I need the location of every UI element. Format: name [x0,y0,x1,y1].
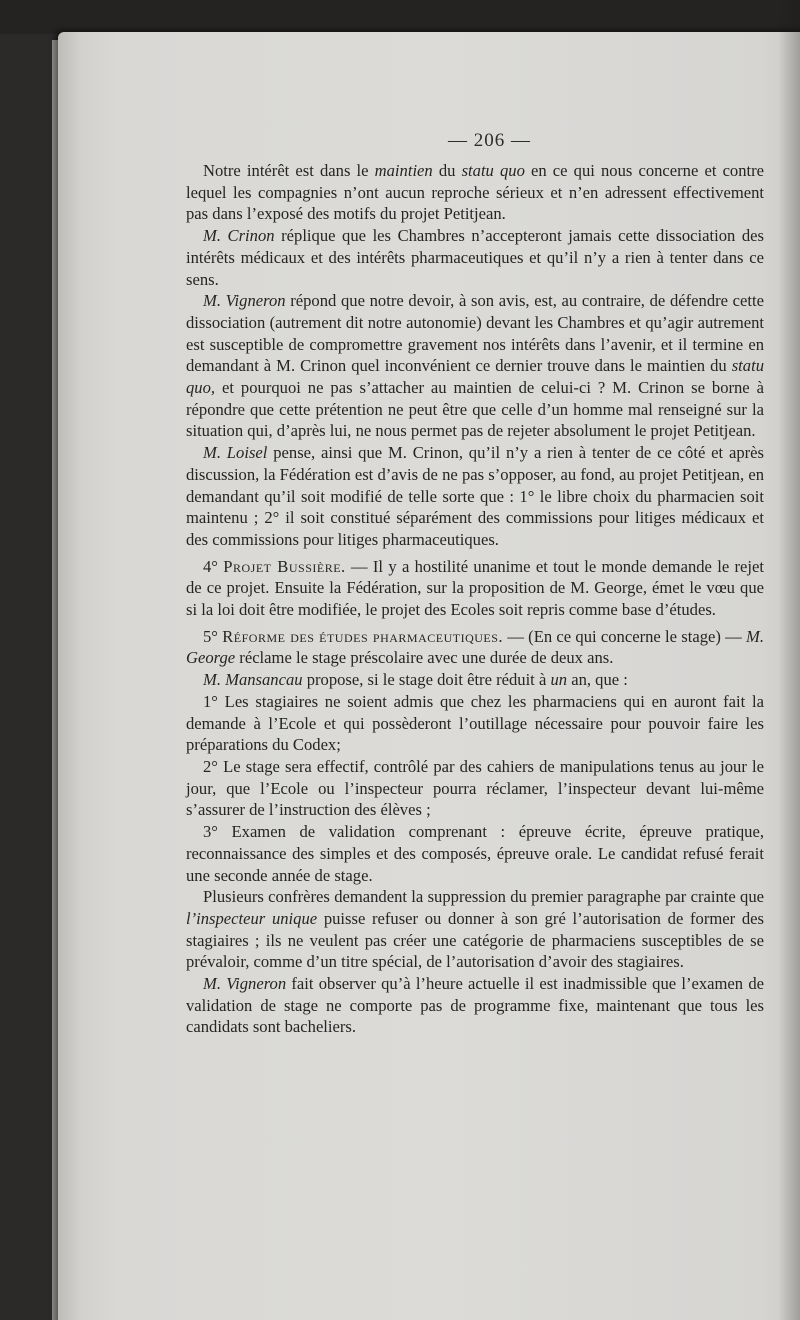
text-run: en ce qui nous concerne et contre lequel les compagnies n’ont aucun reproche sérieux et n’en adressent effectivement pas dans l’exposé des motifs du projet Petitjean. [186,161,765,224]
paragraph-p12 [186,973,764,1038]
italic-run: M. Mansancau [203,670,303,690]
section-heading-run: Réforme des études pharmaceutiques. [222,626,504,646]
paragraph-p5 [186,556,764,621]
text-run: — (En ce qui concerne le stage) — [503,626,747,646]
text-run: du [432,161,462,180]
italic-run: M. Vigneron [203,291,286,311]
italic-run: maintien [374,161,433,180]
paragraph-p9 [186,756,764,821]
text-run: pense, ainsi que M. Crinon, qu’il n’y a rien à tenter de ce côté et après discussion, la Fédération est d’avis de ne pas s’opposer, au fond, au projet Petitjean, en demandant qu’il soit modifié de telle sorte que : 1° le libre choix du pharmacien soit maintenu ; 2° il soit constitué séparément des commissions pour litiges médicaux et des commissions pour litiges pharmaceutiques. [186,443,764,549]
italic-run: un [550,670,568,690]
text-run: 2° Le stage sera effectif, contrôlé par des cahiers de manipulations tenus au jour le jour, que l’Ecole ou l’inspecteur pourra réclamer, l’inspecteur devant lui-même s’assurer de l’instruction des élèves ; [186,756,764,820]
text-run: réplique que les Chambres n’accepteront jamais cette dissociation des intérêts médicaux et des intérêts pharmaceutiques et qu’il n’y a rien à tenter dans ce sens. [186,226,764,289]
paragraph-p6 [186,626,764,669]
text-run: réclame le stage préscolaire avec une durée de deux ans. [235,648,614,668]
text-run: an, que : [567,670,628,690]
scan-background-top [0,0,800,34]
text-run: fait observer qu’à l’heure actuelle il est inadmissible que l’examen de validation de stage ne comporte pas de programme fixe, maintenant que tous les candidats sont bacheliers. [186,974,764,1037]
text-run: Plusieurs confrères demandent la suppression du premier paragraphe par crainte que [203,887,764,907]
paragraph-p8 [186,691,764,756]
italic-run: statu quo [461,161,525,180]
italic-run: M. Vigneron [203,974,287,994]
text-run: répond que notre devoir, à son avis, est, au contraire, de défendre cette dissociation (autrement dit notre autonomie) devant les Chambres et qu’agir autrement est susceptible de compromettre gravement nos intérêts dans l’avenir, et il termine en demandant à M. Crinon quel inconvénient ce dernier trouve dans le maintien du [186,291,764,376]
italic-run: M. George [186,626,764,668]
text-run: propose, si le stage doit être réduit à [302,670,551,690]
paragraph-p7 [186,669,764,691]
binding-shadow [778,0,800,1320]
text-run: 3° Examen de validation comprenant : épreuve écrite, épreuve pratique, reconnaissance des simples et des composés, épreuve orale. Le candidat refusé ferait une seconde année de stage. [186,822,764,885]
section-heading-run: Projet Bussière. [223,556,346,576]
paragraph-p11 [186,886,764,973]
paragraph-p4 [186,442,764,551]
text-run: 5° [203,626,223,646]
paragraph-p3 [186,290,764,442]
text-run: 4° [203,556,224,576]
text-run: puisse refuser ou donner à son gré l’autorisation de former des stagiaires ; ils ne veulent pas créer une catégorie de pharmaciens susceptibles de se prévaloir, comme d’un titre spécial, de l’autorisation d’avoir des stagiaires. [186,908,764,972]
paragraph-p1 [186,160,764,225]
text-run: Notre intérêt est dans le [203,161,375,180]
paragraph-p2 [186,225,764,290]
italic-run: M. Loisel [203,443,268,463]
page-body-text [186,160,764,1038]
italic-run: statu quo, [186,356,764,398]
text-run: et pourquoi ne pas s’attacher au maintien de celui-ci ? M. Crinon se borne à répondre que cette prétention ne peut être que celle d’un homme mal renseigné sur la situation qui, d’après lui, ne nous permet pas de rejeter absolument le projet Petitjean. [186,378,764,441]
italic-run: M. Crinon [203,226,275,246]
text-run: 1° Les stagiaires ne soient admis que chez les pharmaciens qui en auront fait la demande à l’Ecole et qui possèderont l’outillage nécessaire pour pouvoir faire les préparations du Codex; [186,691,764,755]
italic-run: l’inspecteur unique [186,908,318,928]
text-run: — Il y a hostilité unanime et tout le monde demande le rejet de ce projet. Ensuite la Fédération, sur la proposition de M. George, émet le vœu que si la loi doit être modifiée, le projet des Ecoles soit repris comme base d’études. [186,556,764,620]
paragraph-p10 [186,821,764,886]
page-number: — 206 — [448,130,531,151]
